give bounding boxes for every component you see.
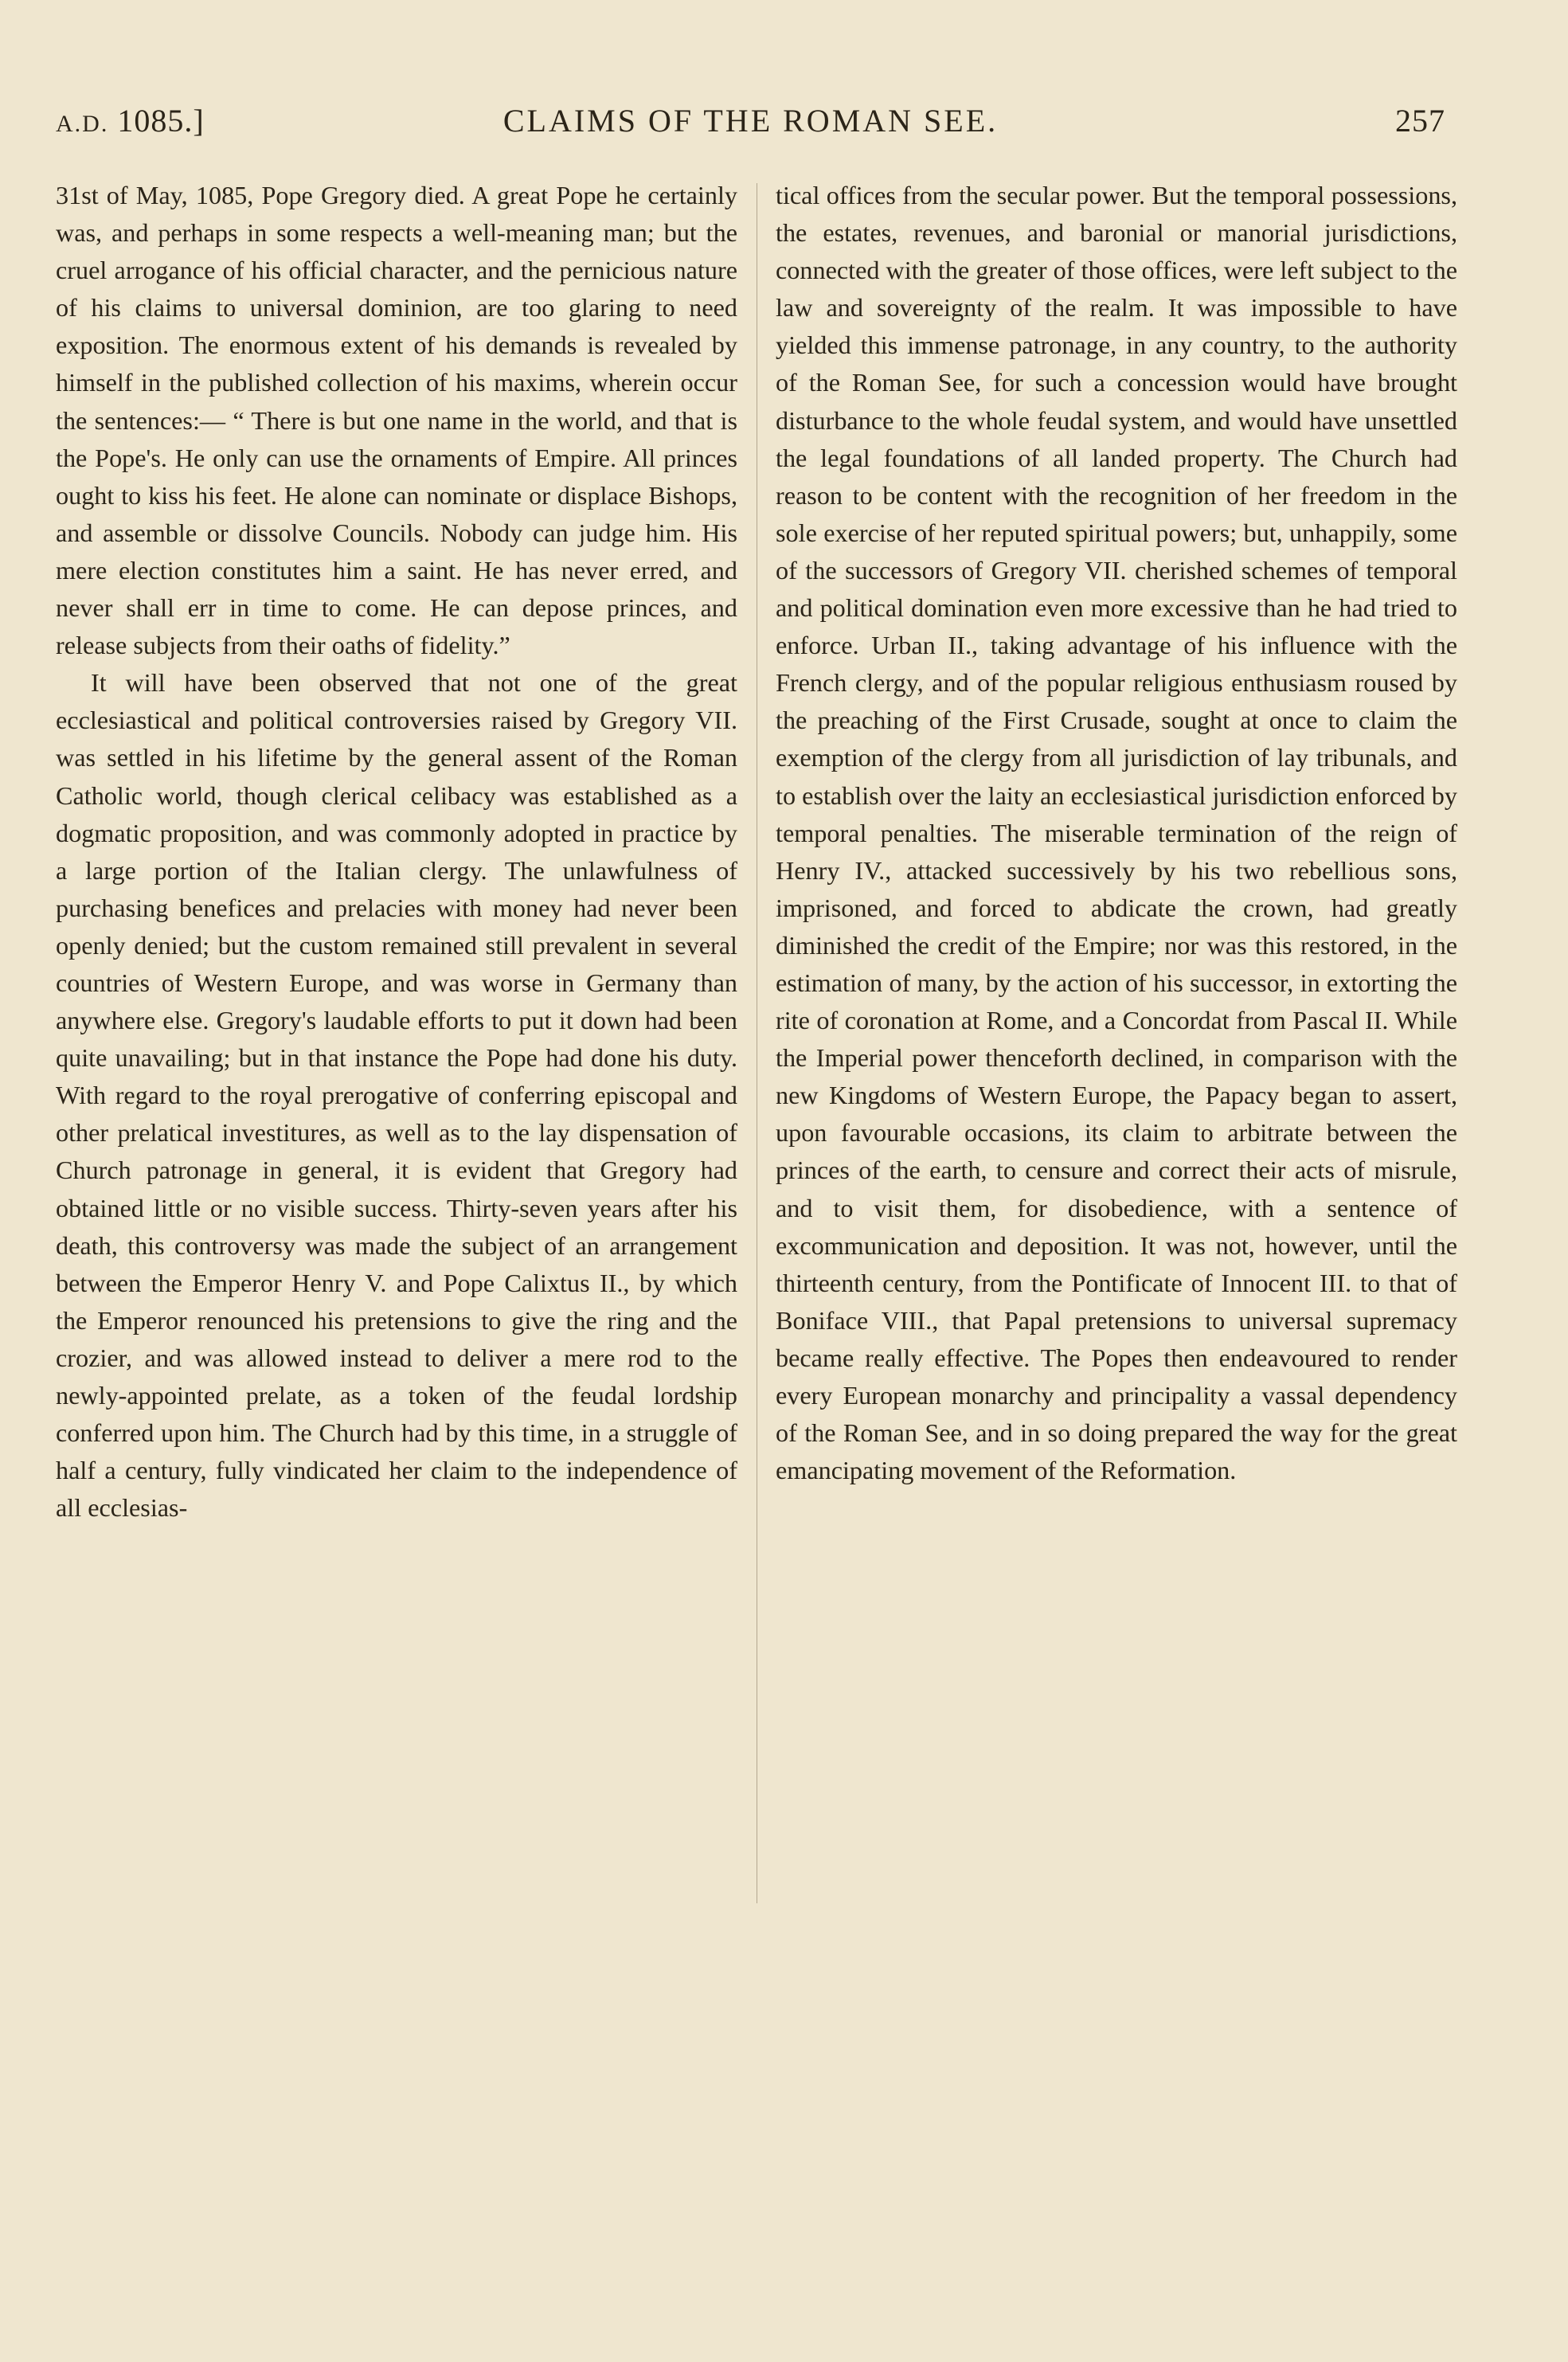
paragraph-controversies: It will have been observed that not one of the great ecclesiastical and political controversies raised by Gregory VII. was settled in his lifetime by the general assent of the Roman Catholic world, though clerical celibacy was established as a dogmatic proposition, and was commonly adopted in practice by a large portion of the Italian clergy. The unlawfulness of purchasing benefices and prelacies with money had never been openly denied; but the custom remained still prevalent in several countries of Western Europe, and was worse in Germany than anywhere else. Gregory's laudable efforts to put it down had been quite unavailing; but in that instance the Pope had done his duty. With regard to the royal prerogative of conferring episcopal and other prelatical investitures, as well as to the lay dispensation of Church patronage in general, it is evident that Gregory had obtained little or no visible success. Thirty-seven years after his death, this controversy was made the subject of an arrangement between the Emperor Henry V. and Pope Calixtus II., by which the Emperor renounced his pretensions to give the ring and the crozier, and was allowed instead to deliver a mere rod to the newly-appointed prelate, as a token of the feudal lordship conferred upon him. The Church had by this time, in a struggle of half a century, fully vindicated her claim to the independence of all ecclesias-	[56, 668, 737, 1523]
running-head-title: CLAIMS OF THE ROMAN SEE.	[502, 103, 999, 139]
left-column	[56, 177, 737, 1527]
right-column	[776, 177, 1457, 1489]
page-number: 257	[1395, 103, 1445, 139]
paragraph-secular-power: tical offices from the secular power. But the temporal possessions, the estates, revenues, and baronial or manorial jurisdictions, connected with the greater of those offices, were left subject to the law and sovereignty of the realm. It was impossible to have yielded this immense patronage, in any country, to the authority of the Roman See, for such a concession would have brought disturbance to the whole feudal system, and would have unsettled the legal foundations of all landed property. The Church had reason to be content with the recognition of her freedom in the sole exercise of her reputed spiritual powers; but, unhappily, some of the successors of Gregory VII. cherished schemes of temporal and political domination even more excessive than he had tried to enforce. Urban II., taking advantage of his influence with the French clergy, and of the popular religious enthusiasm roused by the preaching of the First Crusade, sought at once to claim the exemption of the clergy from all jurisdiction of lay tribunals, and to establish over the laity an ecclesiastical jurisdiction enforced by temporal penalties. The miserable termination of the reign of Henry IV., attacked successively by his two rebellious sons, imprisoned, and forced to abdicate the crown, had greatly diminished the credit of the Empire; nor was this restored, in the estimation of many, by the action of his successor, in extorting the rite of coronation at Rome, and a Concordat from Pascal II. While the Imperial power thenceforth declined, in comparison with the new Kingdoms of Western Europe, the Papacy began to assert, upon favourable occasions, its claim to arbitrate between the princes of the earth, to censure and correct their acts of misrule, and to visit them, for disobedience, with a sentence of excommunication and deposition. It was not, however, until the thirteenth century, from the Pontificate of Innocent III. to that of Boniface VIII., that Papal pretensions to universal supremacy became really effective. The Popes then endeavoured to render every European monarchy and principality a vassal dependency of the Roman See, and in so doing prepared the way for the great emancipating movement of the Reformation.	[776, 181, 1457, 1485]
paragraph-gregory-death: 31st of May, 1085, Pope Gregory died. A great Pope he certainly was, and perhaps in some respects a well-meaning man; but the cruel arrogance of his official character, and the pernicious nature of his claims to universal dominion, are too glaring to need exposition. The enormous extent of his demands is revealed by himself in the published collection of his maxims, wherein occur the sentences:— “ There is but one name in the world, and that is the Pope's. He only can use the ornaments of Empire. All princes ought to kiss his feet. He alone can nominate or displace Bishops, and assemble or dissolve Councils. Nobody can judge him. His mere election constitutes him a saint. He has never erred, and never shall err in time to come. He can depose princes, and release subjects from their oaths of fidelity.”	[56, 181, 737, 660]
running-head-year: 1085.]	[117, 103, 205, 139]
ad-label: A.D.	[56, 111, 109, 137]
running-head	[56, 102, 1445, 150]
